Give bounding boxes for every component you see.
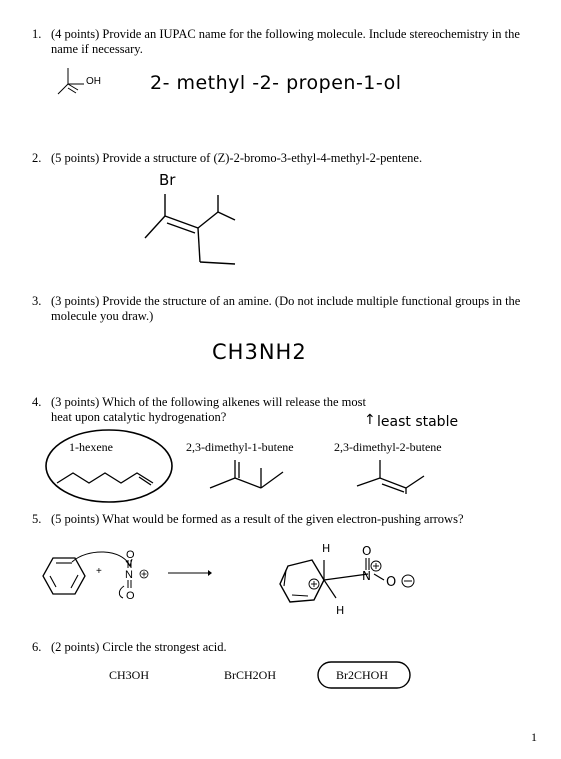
q4-option-label: 2,3-dimethyl-1-butene bbox=[186, 440, 294, 454]
q6-option: BrCH2OH bbox=[224, 668, 277, 682]
q4-option-label: 2,3-dimethyl-2-butene bbox=[334, 440, 442, 454]
question-text: (4 points) Provide an IUPAC name for the following molecule. Include stereochemistry in the name if necessary. bbox=[51, 27, 520, 56]
br-label: Br bbox=[159, 171, 176, 189]
q2-structure bbox=[140, 190, 240, 270]
q6-option: CH3OH bbox=[109, 668, 150, 682]
question-text: (2 points) Circle the strongest acid. bbox=[51, 640, 227, 654]
oh-label: OH bbox=[86, 76, 101, 87]
svg-text:O: O bbox=[126, 549, 135, 561]
q4-handwritten-note: least stable bbox=[377, 414, 459, 430]
question-number: 1. bbox=[32, 27, 42, 41]
q1-handwritten-answer: 2- methyl -2- propen-1-ol bbox=[150, 72, 402, 94]
question-number: 6. bbox=[32, 640, 42, 654]
svg-text:N: N bbox=[362, 569, 371, 583]
question-number: 3. bbox=[32, 294, 42, 308]
svg-text:O: O bbox=[362, 544, 372, 558]
page-number: 1 bbox=[531, 730, 537, 744]
question-text: (3 points) Which of the following alkenes will release the most heat upon catalytic hydrogenation? bbox=[51, 395, 366, 424]
question-number: 2. bbox=[32, 151, 42, 165]
q5-nitronium bbox=[116, 548, 162, 602]
q6-answer-circle bbox=[316, 660, 412, 690]
q5-benzene bbox=[42, 556, 86, 596]
q4-option-label: 1-hexene bbox=[69, 440, 113, 454]
reaction-arrow-icon bbox=[168, 568, 212, 578]
question-text: (3 points) Provide the structure of an amine. (Do not include multiple functional groups in the molecule you draw.) bbox=[51, 294, 521, 323]
q4-molecule-3 bbox=[352, 458, 432, 496]
svg-text:N: N bbox=[125, 569, 133, 581]
q6-option: Br2CHOH bbox=[336, 668, 389, 682]
q3-handwritten-answer: CH3NH2 bbox=[212, 340, 307, 364]
q5-handwritten-product bbox=[278, 540, 428, 622]
svg-text:H: H bbox=[336, 604, 345, 617]
question-number: 5. bbox=[32, 512, 42, 526]
q4-molecule-1-hexene bbox=[55, 467, 155, 487]
question-text: (5 points) What would be formed as a result of the given electron-pushing arrows? bbox=[51, 512, 464, 526]
svg-text:H: H bbox=[322, 542, 331, 555]
plus-sign: + bbox=[96, 566, 102, 577]
q4-answer-circle bbox=[44, 428, 174, 504]
arrow-up-icon: ↑ bbox=[364, 412, 376, 428]
question-text: (5 points) Provide a structure of (Z)-2-bromo-3-ethyl-4-methyl-2-pentene. bbox=[51, 151, 423, 165]
svg-text:O: O bbox=[126, 590, 135, 602]
q4-molecule-2 bbox=[205, 458, 285, 496]
svg-text:O: O bbox=[386, 575, 397, 590]
question-number: 4. bbox=[32, 395, 42, 409]
